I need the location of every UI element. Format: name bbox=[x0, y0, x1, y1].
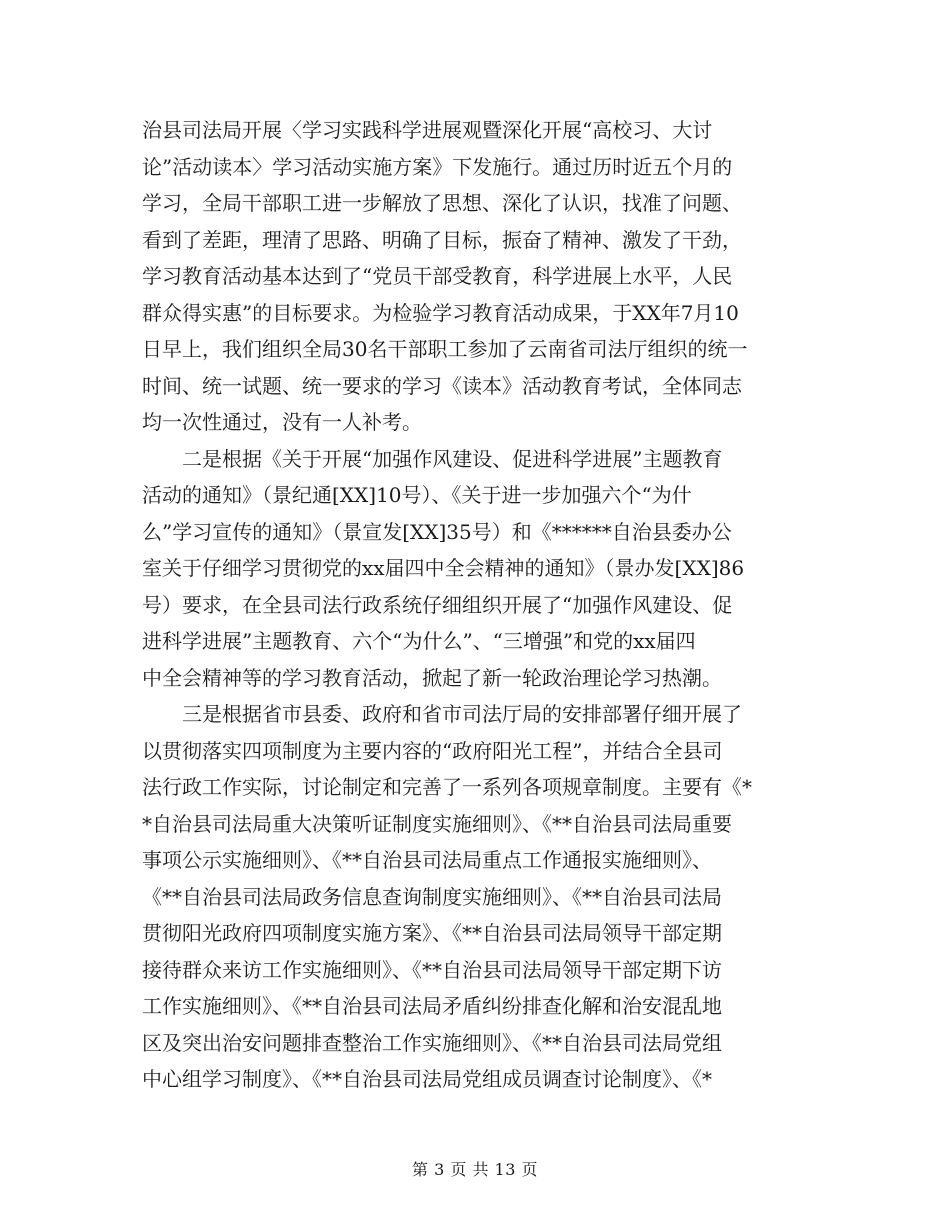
text-line: 接待群众来访工作实施细则》、《**自治县司法局领导干部定期下访 bbox=[142, 957, 722, 982]
text-line: 均一次性通过，没有一人补考。 bbox=[142, 410, 422, 434]
text-line: *自治县司法局重大决策听证制度实施细则》、《**自治县司法局重要 bbox=[142, 811, 732, 836]
text-line: 事项公示实施细则》、《**自治县司法局重点工作通报实施细则》、 bbox=[142, 848, 712, 872]
paragraph-start-line: 二是根据《关于开展“加强作风建设、促进科学进展”主题教育 bbox=[142, 446, 723, 471]
text-line: 工作实施细则》、《**自治县司法局矛盾纠纷排查化解和治安混乱地 bbox=[142, 994, 722, 1018]
text-line: 中心组学习制度》、《**自治县司法局党组成员调查讨论制度》、《* bbox=[142, 1067, 712, 1091]
text-line: 么”学习宣传的通知》（景宣发[XX]35号）和《******自治县委办公 bbox=[142, 519, 732, 544]
text-line: 看到了差距，理清了思路、明确了目标，振奋了精神、激发了干劲， bbox=[142, 227, 742, 252]
text-line: 活动的通知》（景纪通[XX]10号）、《关于进一步加强六个“为什 bbox=[142, 483, 692, 507]
text-line: 群众得实惠”的目标要求。为检验学习教育活动成果，于XX年7月10 bbox=[142, 300, 739, 325]
text-line: 《**自治县司法局政务信息查询制度实施细则》、《**自治县司法局 bbox=[142, 884, 722, 909]
text-line: 号）要求，在全县司法行政系统仔细组织开展了“加强作风建设、促 bbox=[142, 592, 733, 617]
body-text bbox=[142, 112, 806, 1098]
text-line: 室关于仔细学习贯彻党的xx届四中全会精神的通知》（景办发[XX]86 bbox=[142, 556, 745, 580]
paragraph-start-line: 三是根据省市县委、政府和省市司法厅局的安排部署仔细开展了 bbox=[142, 702, 742, 726]
text-line: 法行政工作实际，讨论制定和完善了一系列各项规章制度。主要有《* bbox=[142, 775, 752, 799]
text-line: 中全会精神等的学习教育活动，掀起了新一轮政治理论学习热潮。 bbox=[142, 665, 722, 690]
text-line: 学习教育活动基本达到了“党员干部受教育，科学进展上水平，人民 bbox=[142, 264, 733, 288]
text-line: 论”活动读本〉学习活动实施方案》下发施行。通过历时近五个月的 bbox=[142, 154, 733, 179]
text-line: 治县司法局开展〈学习实践科学进展观暨深化开展“高校习、大讨 bbox=[142, 118, 713, 142]
page-number-footer: 第 3 页 共 13 页 bbox=[412, 1160, 538, 1179]
text-line: 贯彻阳光政府四项制度实施方案》、《**自治县司法局领导干部定期 bbox=[142, 921, 722, 945]
text-line: 学习，全局干部职工进一步解放了思想、深化了认识，找准了问题、 bbox=[142, 191, 742, 215]
text-line: 以贯彻落实四项制度为主要内容的“政府阳光工程”，并结合全县司 bbox=[142, 738, 723, 763]
text-line: 日早上，我们组织全局30名干部职工参加了云南省司法厅组织的统一 bbox=[142, 337, 748, 361]
text-line: 进科学进展”主题教育、六个“为什么”、“三增强”和党的xx届四 bbox=[142, 629, 696, 653]
text-line: 时间、统一试题、统一要求的学习《读本》活动教育考试，全体同志 bbox=[142, 373, 742, 398]
text-line: 区及突出治安问题排查整治工作实施细则》、《**自治县司法局党组 bbox=[142, 1030, 722, 1055]
